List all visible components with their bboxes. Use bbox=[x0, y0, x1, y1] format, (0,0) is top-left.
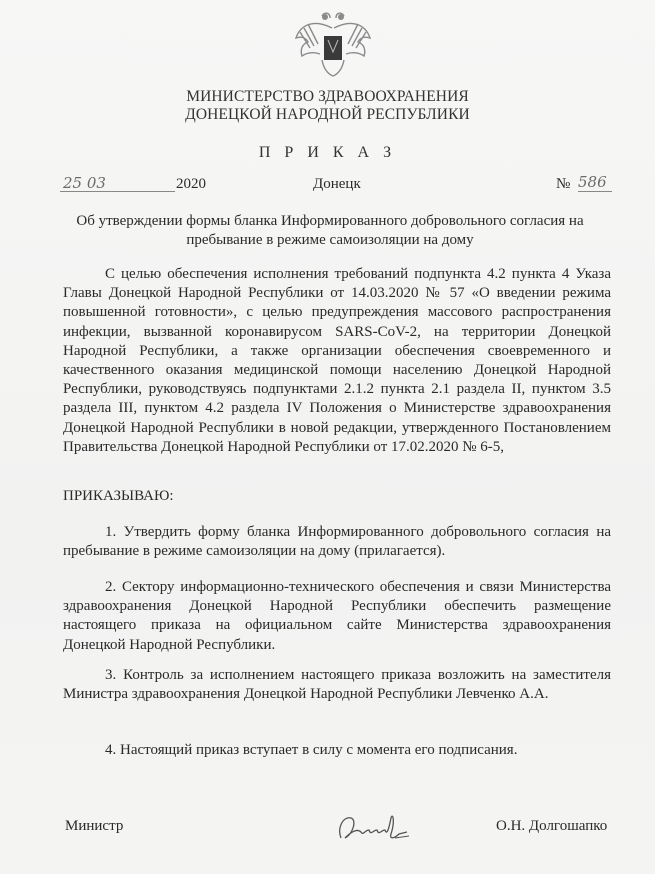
order-item-text: 4. Настоящий приказ вступает в силу с момента его подписания. bbox=[105, 742, 518, 758]
date-underline bbox=[60, 191, 175, 192]
order-item-text: 3. Контроль за исполнением настоящего приказа возложить на заместителя Министра здравоохранения Донецкой Народной Республики Левченко А.А. bbox=[63, 667, 611, 703]
ministry-name-line1: МИНИСТЕРСТВО ЗДРАВООХРАНЕНИЯ bbox=[186, 88, 469, 105]
coat-of-arms-icon bbox=[292, 8, 374, 80]
signatory-role: Министр bbox=[65, 818, 124, 834]
order-item-text: 2. Сектору информационно-технического обеспечения и связи Министерства здравоохранения Донецкой Народной Республики обеспечить размещение настоящего приказа на официальном сайте Министерства здравоохранения Донецкой Народной Республики. bbox=[63, 579, 611, 653]
intro-text: С целью обеспечения исполнения требований подпункта 4.2 пункта 4 Указа Главы Донецкой Народной Республики от 14.03.2020 № 57 «О введении режима повышенной готовности», с целью предупреждения массового распространения инфекции, вызванной коронавирусом SARS-CoV-2, на территории Донецкой Народной Республики, а также организации обеспечения своевременного и качественного оказания медицинской помощи населению Донецкой Народной Республики, руководствуясь подпунктами 2.1.2 пункта 2.1 раздела II, пунктом 3.5 раздела III, пунктом 4.2 раздела IV Положения о Министерстве здравоохранения Донецкой Народной Республики в новой редакции, утвержденного Постановлением Правительства Донецкой Народной Республики от 17.02.2020 № 6-5, bbox=[63, 266, 611, 455]
handwritten-order-number: 586 bbox=[578, 173, 612, 192]
document-type: П Р И К А З bbox=[258, 144, 397, 161]
city: Донецк bbox=[313, 176, 361, 192]
order-item bbox=[63, 578, 611, 655]
intro-paragraph bbox=[63, 265, 611, 457]
order-item-text: 1. Утвердить форму бланка Информированного добровольного согласия на пребывание в режиме самоизоляции на дому (прилагается). bbox=[63, 524, 611, 560]
order-item bbox=[63, 666, 611, 704]
handwritten-signature bbox=[333, 808, 423, 848]
date-year: 2020 bbox=[176, 176, 206, 192]
signatory-name: О.Н. Долгошапко bbox=[496, 818, 608, 834]
ministry-name-line2: ДОНЕЦКОЙ НАРОДНОЙ РЕСПУБЛИКИ bbox=[185, 106, 470, 123]
handwritten-date: 25 03 bbox=[63, 174, 106, 192]
order-directive: ПРИКАЗЫВАЮ: bbox=[63, 488, 174, 504]
order-subject: Об утверждении формы бланка Информированного добровольного согласия на пребывание в режиме самоизоляции на дому bbox=[76, 213, 584, 248]
number-label: № bbox=[556, 176, 571, 192]
order-item bbox=[63, 741, 611, 760]
order-item bbox=[63, 523, 611, 561]
